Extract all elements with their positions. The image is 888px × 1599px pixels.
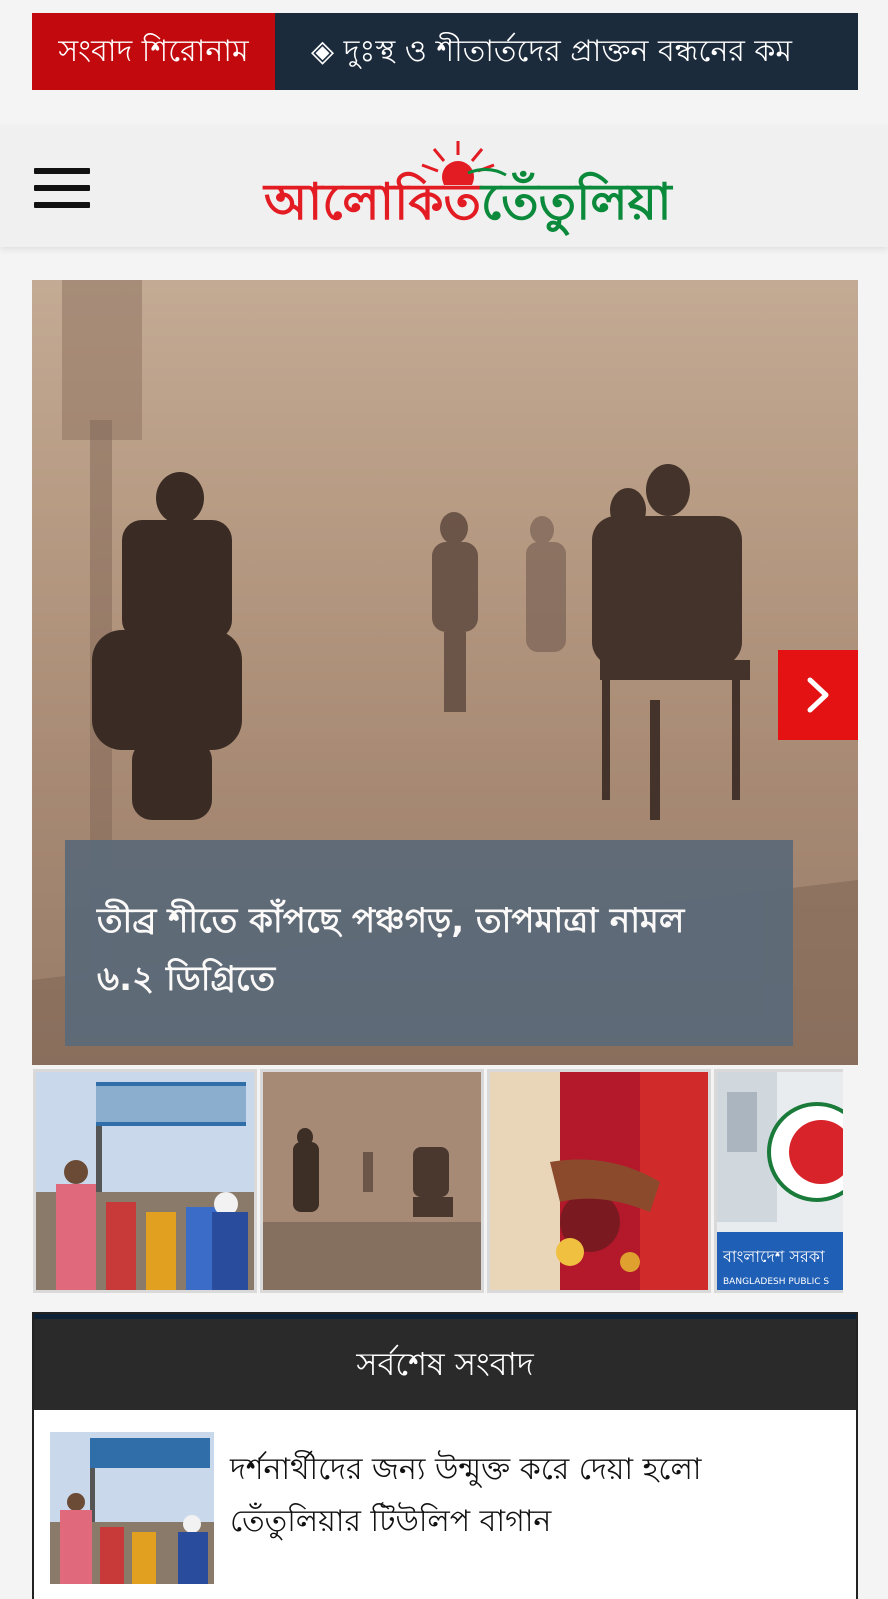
thumbnail-govt-sign[interactable] (714, 1069, 843, 1293)
thumbnail-fog-road[interactable] (260, 1069, 484, 1293)
logo-text-red: আলোকিত (264, 172, 481, 231)
site-logo[interactable] (264, 135, 684, 241)
news-thumbnail[interactable] (50, 1432, 214, 1584)
slide-caption[interactable]: তীব্র শীতে কাঁপছে পঞ্চগড়, তাপমাত্রা নামল ৬.২ ডিগ্রিতে (97, 901, 685, 999)
ticker-label: সংবাদ শিরোনাম (32, 13, 283, 90)
hamburger-menu-button[interactable] (34, 168, 90, 208)
ticker-headline[interactable]: ◈ দুঃস্থ ও শীতার্তদের প্রাক্তন বন্ধনের কম (311, 34, 793, 69)
latest-news-section (32, 1312, 858, 1599)
thumbnail-image (36, 1072, 256, 1292)
logo-text-green: তেঁতুলিয়া (480, 172, 672, 231)
thumbnail-tulip-garden[interactable] (33, 1069, 257, 1293)
news-ticker[interactable] (32, 13, 858, 90)
site-header (0, 125, 888, 247)
thumbnail-wedding[interactable] (487, 1069, 711, 1293)
thumbnail-image (490, 1072, 710, 1292)
sign-text: বাংলাদেশ সরকা (723, 1247, 825, 1266)
menu-icon-line (34, 202, 90, 208)
list-item[interactable] (50, 1432, 840, 1592)
thumbnail-image (717, 1072, 843, 1292)
thumbnail-image (263, 1072, 483, 1292)
chevron-right-icon (778, 650, 858, 740)
slider-thumbnails (33, 1069, 843, 1293)
sign-subtext: BANGLADESH PUBLIC S (723, 1277, 830, 1287)
slider-next-button[interactable] (778, 650, 858, 740)
menu-icon-line (34, 185, 90, 191)
logo-wordmark (264, 165, 672, 248)
menu-icon-line (34, 168, 90, 174)
news-thumbnail-image (50, 1432, 214, 1584)
featured-slider[interactable] (32, 280, 858, 1065)
news-title[interactable]: দর্শনার্থীদের জন্য উন্মুক্ত করে দেয়া হলো তেঁতুলিয়ার টিউলিপ বাগান (230, 1452, 702, 1539)
slide-caption-box[interactable] (65, 840, 793, 1046)
section-heading: সর্বশেষ সংবাদ (34, 1314, 856, 1410)
